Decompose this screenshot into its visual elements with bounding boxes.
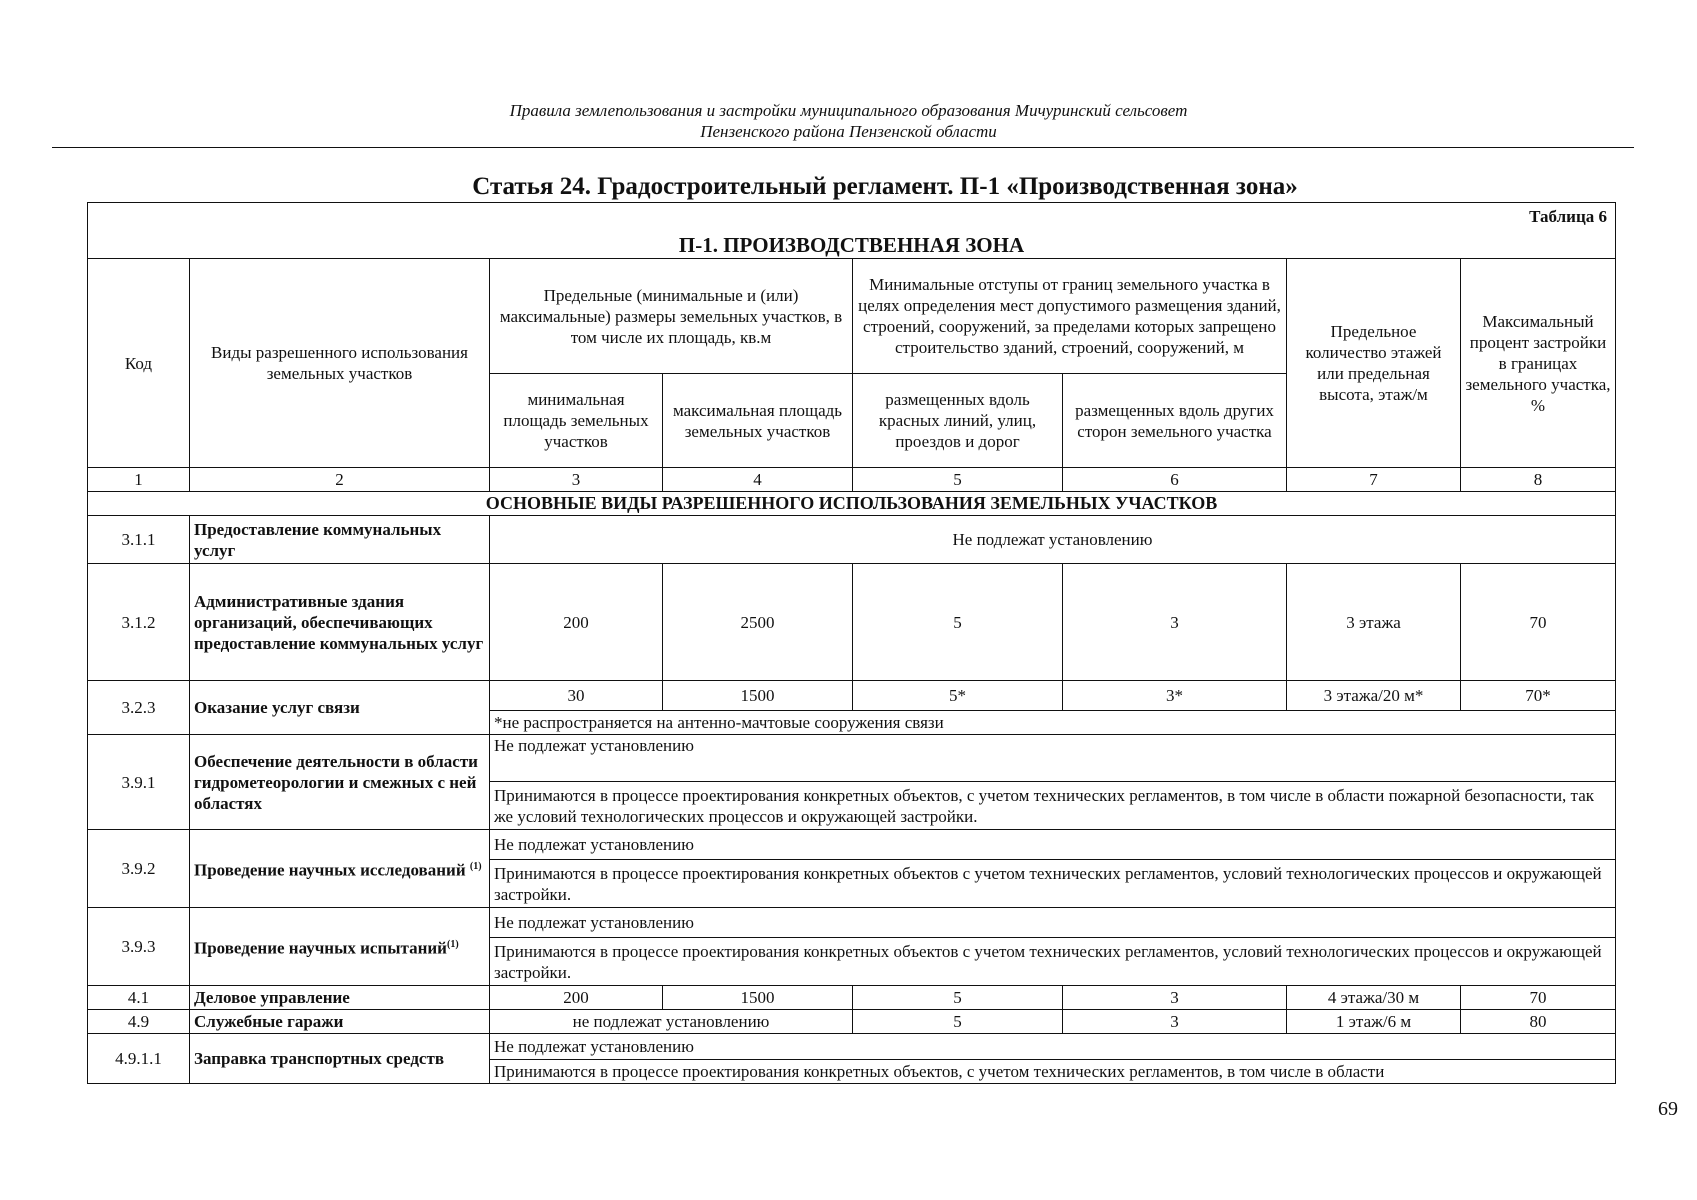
col-number: 6 (1063, 468, 1287, 492)
row-name-cell (190, 908, 490, 986)
table-row (88, 681, 1616, 711)
header-setback-group: Минимальные отступы от границ земельного участка в целях определения мест допустимого размещения зданий, строений, сооружений, за пределами которых запрещено строительство зданий, строений, сооружений, м (853, 259, 1287, 374)
footnote-marker: (1) (446, 939, 459, 951)
cell-setback-other: 3 (1063, 564, 1287, 681)
row-line-2: Принимаются в процессе проектирования конкретных объектов, с учетом технических регламентов, в том числе в области (490, 1060, 1616, 1084)
header-max-area: максимальная площадь земельных участков (663, 374, 853, 468)
col-number: 4 (663, 468, 853, 492)
row-code: 4.1 (88, 986, 190, 1010)
row-merged-value: Не подлежат установлению (490, 516, 1616, 564)
row-footnote: *не распространяется на антенно-мачтовые сооружения связи (490, 711, 1616, 735)
cell-setback-other: 3 (1063, 1010, 1287, 1034)
cell-coverage: 70 (1461, 986, 1616, 1010)
cell-min-area: 30 (490, 681, 663, 711)
cell-floors: 4 этажа/30 м (1287, 986, 1461, 1010)
column-number-row (88, 468, 1616, 492)
table-row (88, 516, 1616, 564)
page-number: 69 (1658, 1098, 1678, 1120)
row-name: Административные здания организаций, обеспечивающих предоставление коммунальных услуг (190, 564, 490, 681)
row-line-2: Принимаются в процессе проектирования конкретных объектов с учетом технических регламентов, условий технологических процессов и окружающей застройки. (490, 860, 1616, 908)
table-row (88, 830, 1616, 860)
row-name: Оказание услуг связи (190, 681, 490, 735)
row-name-cell (190, 830, 490, 908)
row-name: Проведение научных испытаний (194, 938, 447, 958)
header-floors: Предельное количество этажей или предельная высота, этаж/м (1287, 259, 1461, 468)
running-header (0, 100, 1697, 142)
cell-coverage: 80 (1461, 1010, 1616, 1034)
cell-coverage: 70* (1461, 681, 1616, 711)
table-row (88, 908, 1616, 938)
running-header-line-2: Пензенского района Пензенской области (700, 122, 997, 141)
row-line-2: Принимаются в процессе проектирования конкретных объектов, с учетом технических регламентов, в том числе в области пожарной безопасности, так же условий технологических процессов и окружающей застройки. (490, 782, 1616, 830)
row-code: 3.2.3 (88, 681, 190, 735)
col-number: 2 (190, 468, 490, 492)
table-number: Таблица 6 (1529, 207, 1607, 226)
cell-max-area: 1500 (663, 986, 853, 1010)
row-code: 3.1.2 (88, 564, 190, 681)
row-name: Проведение научных исследований (194, 860, 466, 880)
row-code: 4.9 (88, 1010, 190, 1034)
row-name: Предоставление коммунальных услуг (190, 516, 490, 564)
section-title: ОСНОВНЫЕ ВИДЫ РАЗРЕШЕННОГО ИСПОЛЬЗОВАНИЯ ЗЕМЕЛЬНЫХ УЧАСТКОВ (88, 492, 1616, 516)
col-number: 7 (1287, 468, 1461, 492)
cell-setback-other: 3* (1063, 681, 1287, 711)
table-row (88, 735, 1616, 782)
header-size-group: Предельные (минимальные и (или) максимальные) размеры земельных участков, в том числе их площадь, кв.м (490, 259, 853, 374)
row-line-1: Не подлежат установлению (490, 1034, 1616, 1060)
row-code: 4.9.1.1 (88, 1034, 190, 1084)
table-row (88, 1010, 1616, 1034)
header-code: Код (88, 259, 190, 468)
col-number: 1 (88, 468, 190, 492)
cell-max-area: 2500 (663, 564, 853, 681)
cell-floors: 1 этаж/6 м (1287, 1010, 1461, 1034)
col-number: 5 (853, 468, 1063, 492)
header-use-types: Виды разрешенного использования земельных участков (190, 259, 490, 468)
row-code: 3.1.1 (88, 516, 190, 564)
cell-setback-other: 3 (1063, 986, 1287, 1010)
cell-setback-red: 5 (853, 564, 1063, 681)
header-divider (52, 147, 1634, 148)
row-code: 3.9.3 (88, 908, 190, 986)
row-code: 3.9.1 (88, 735, 190, 830)
cell-min-area: 200 (490, 564, 663, 681)
row-name: Деловое управление (190, 986, 490, 1010)
header-setback-red: размещенных вдоль красных линий, улиц, проездов и дорог (853, 374, 1063, 468)
row-name: Заправка транспортных средств (190, 1034, 490, 1084)
cell-floors: 3 этажа (1287, 564, 1461, 681)
col-number: 3 (490, 468, 663, 492)
row-line-1: Не подлежат установлению (490, 830, 1616, 860)
cell-area-merged: не подлежат установлению (490, 1010, 853, 1034)
header-coverage: Максимальный процент застройки в границах земельного участка, % (1461, 259, 1616, 468)
regulation-table (87, 202, 1616, 1084)
table-row (88, 986, 1616, 1010)
cell-max-area: 1500 (663, 681, 853, 711)
header-setback-other: размещенных вдоль других сторон земельного участка (1063, 374, 1287, 468)
row-line-2: Принимаются в процессе проектирования конкретных объектов с учетом технических регламентов, условий технологических процессов и окружающей застройки. (490, 938, 1616, 986)
cell-setback-red: 5* (853, 681, 1063, 711)
row-code: 3.9.2 (88, 830, 190, 908)
row-line-1: Не подлежат установлению (490, 735, 1616, 782)
cell-coverage: 70 (1461, 564, 1616, 681)
row-name: Обеспечение деятельности в области гидрометеорологии и смежных с ней областях (190, 735, 490, 830)
row-line-1: Не подлежат установлению (490, 908, 1616, 938)
table-caption-cell (88, 203, 1616, 259)
footnote-marker: (1) (469, 861, 482, 873)
table-row (88, 564, 1616, 681)
cell-setback-red: 5 (853, 986, 1063, 1010)
header-min-area: минимальная площадь земельных участков (490, 374, 663, 468)
article-title: Статья 24. Градостроительный регламент. П-1 «Производственная зона» (472, 173, 1298, 200)
row-name: Служебные гаражи (190, 1010, 490, 1034)
col-number: 8 (1461, 468, 1616, 492)
cell-floors: 3 этажа/20 м* (1287, 681, 1461, 711)
cell-min-area: 200 (490, 986, 663, 1010)
table-row (88, 1034, 1616, 1060)
zone-title: П-1. ПРОИЗВОДСТВЕННАЯ ЗОНА (678, 233, 1025, 257)
running-header-line-1: Правила землепользования и застройки муниципального образования Мичуринский сельсовет (509, 101, 1188, 120)
cell-setback-red: 5 (853, 1010, 1063, 1034)
